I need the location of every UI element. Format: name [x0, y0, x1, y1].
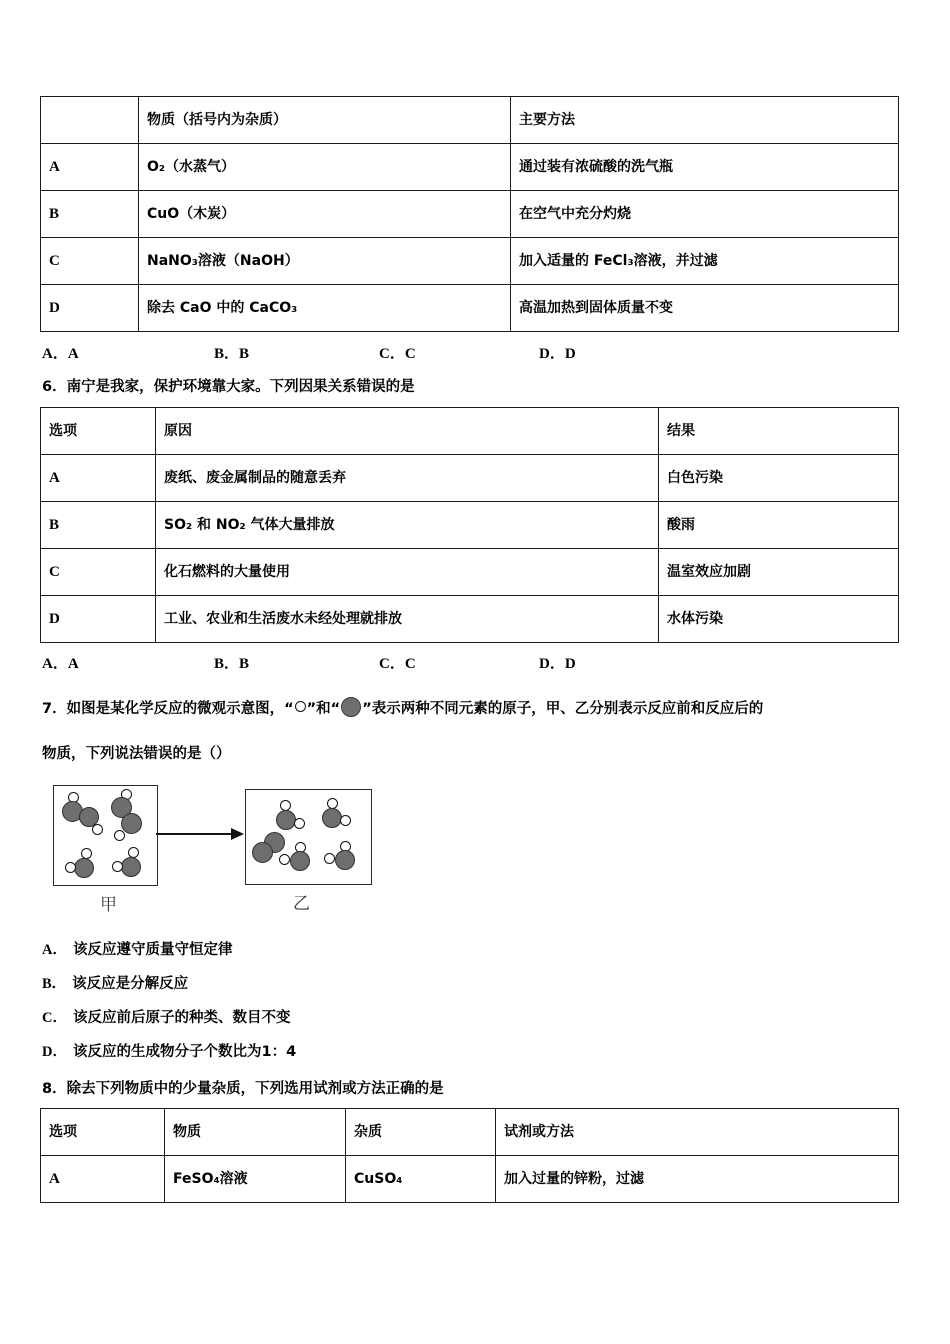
cell-option-header: 选项	[41, 408, 156, 455]
cell-result: 酸雨	[659, 502, 899, 549]
cell-method: 通过装有浓硫酸的洗气瓶	[511, 144, 899, 191]
cell-option: D	[41, 596, 156, 643]
gray-atom	[322, 808, 342, 828]
answer-choice-d[interactable]: D．D	[539, 656, 576, 672]
table-row	[41, 502, 899, 549]
cell-method-header: 主要方法	[511, 97, 899, 144]
cell-impurity: CuSO₄	[346, 1156, 496, 1203]
white-atom	[92, 824, 103, 835]
question-7-option-a[interactable]	[42, 938, 232, 959]
gray-atom	[290, 851, 310, 871]
reactant-box	[53, 785, 158, 886]
gray-atom	[74, 858, 94, 878]
question-7-option-d[interactable]	[42, 1040, 296, 1061]
cell-option: B	[41, 191, 139, 238]
cell-impurity-header: 杂质	[346, 1109, 496, 1156]
gray-atom	[121, 857, 141, 877]
cell-option-header: 选项	[41, 1109, 165, 1156]
question-7-stem-line1	[42, 697, 763, 718]
option-label: C．	[42, 1010, 67, 1026]
cell-substance: CuO（木炭）	[139, 191, 511, 238]
product-box	[245, 789, 372, 885]
table-row	[41, 191, 899, 238]
option-text: 该反应是分解反应	[72, 976, 189, 992]
cell-option: A	[41, 455, 156, 502]
question-7-text-part3: ”表示两种不同元素的原子，甲、乙分别表示反应前和反应后的	[362, 701, 764, 717]
option-label: D．	[42, 1044, 67, 1060]
question-8-stem: 8．除去下列物质中的少量杂质，下列选用试剂或方法正确的是	[42, 1081, 444, 1097]
cell-method: 在空气中充分灼烧	[511, 191, 899, 238]
impurity-removal-table	[40, 96, 899, 332]
table-row	[41, 144, 899, 191]
gray-atom	[276, 810, 296, 830]
reactant-label: 甲	[100, 895, 117, 915]
option-text: 该反应的生成物分子个数比为1：4	[72, 1044, 297, 1060]
cell-substance: O₂（水蒸气）	[139, 144, 511, 191]
cell-substance-header: 物质	[165, 1109, 346, 1156]
cell-cause: SO₂ 和 NO₂ 气体大量排放	[156, 502, 659, 549]
table-row	[41, 549, 899, 596]
gray-atom	[252, 842, 273, 863]
open-circle-atom-icon	[295, 701, 306, 712]
cell-method: 高温加热到固体质量不变	[511, 285, 899, 332]
option-text: 该反应前后原子的种类、数目不变	[72, 1010, 291, 1026]
cell-result: 温室效应加剧	[659, 549, 899, 596]
white-atom	[340, 815, 351, 826]
table-row	[41, 1156, 899, 1203]
cause-effect-table	[40, 407, 899, 643]
question-7-stem-line2: 物质，下列说法错误的是（）	[42, 746, 231, 762]
question-7-text-part1: 7．如图是某化学反应的微观示意图，“	[42, 701, 294, 717]
cell-method: 加入过量的锌粉，过滤	[496, 1156, 899, 1203]
option-text: 该反应遵守质量守恒定律	[72, 942, 233, 958]
cell-result: 白色污染	[659, 455, 899, 502]
table-row	[41, 285, 899, 332]
answer-choice-c[interactable]: C．C	[379, 346, 416, 362]
white-atom	[294, 818, 305, 829]
answer-choice-a[interactable]: A．A	[42, 656, 79, 672]
cell-option: A	[41, 1156, 165, 1203]
table-row	[41, 238, 899, 285]
cell-option: C	[41, 549, 156, 596]
cell-option: A	[41, 144, 139, 191]
question-6-stem: 6．南宁是我家，保护环境靠大家。下列因果关系错误的是	[42, 379, 415, 395]
table-row	[41, 408, 899, 455]
table-row	[41, 455, 899, 502]
white-atom	[324, 853, 335, 864]
product-label: 乙	[293, 894, 310, 914]
cell-cause-header: 原因	[156, 408, 659, 455]
impurity-reagent-table	[40, 1108, 899, 1203]
answer-choice-b[interactable]: B．B	[214, 656, 250, 672]
answer-choice-b[interactable]: B．B	[214, 346, 250, 362]
cell-cause: 废纸、废金属制品的随意丢弃	[156, 455, 659, 502]
question-7-option-b[interactable]	[42, 972, 188, 993]
cell-cause: 工业、农业和生活废水未经处理就排放	[156, 596, 659, 643]
cell-option: B	[41, 502, 156, 549]
reaction-arrow-head	[231, 828, 244, 840]
cell-substance: 除去 CaO 中的 CaCO₃	[139, 285, 511, 332]
answer-choice-a[interactable]: A．A	[42, 346, 79, 362]
cell-method-header: 试剂或方法	[496, 1109, 899, 1156]
white-atom	[114, 830, 125, 841]
cell-option-header	[41, 97, 139, 144]
question-7-option-c[interactable]	[42, 1006, 290, 1027]
cell-result: 水体污染	[659, 596, 899, 643]
reaction-arrow-line	[156, 833, 233, 835]
table-row	[41, 97, 899, 144]
gray-atom	[121, 813, 142, 834]
cell-cause: 化石燃料的大量使用	[156, 549, 659, 596]
table-row	[41, 596, 899, 643]
option-label: A．	[42, 942, 67, 958]
answer-choice-c[interactable]: C．C	[379, 656, 416, 672]
cell-option: D	[41, 285, 139, 332]
white-atom	[279, 854, 290, 865]
cell-substance: FeSO₄溶液	[165, 1156, 346, 1203]
cell-substance: NaNO₃溶液（NaOH）	[139, 238, 511, 285]
cell-option: C	[41, 238, 139, 285]
answer-choice-d[interactable]: D．D	[539, 346, 576, 362]
white-atom	[65, 862, 76, 873]
white-atom	[112, 861, 123, 872]
option-label: B．	[42, 976, 67, 992]
filled-circle-atom-icon	[341, 697, 361, 717]
cell-result-header: 结果	[659, 408, 899, 455]
gray-atom	[335, 850, 355, 870]
table-row	[41, 1109, 899, 1156]
cell-substance-header: 物质（括号内为杂质）	[139, 97, 511, 144]
question-7-text-part2: ”和“	[306, 701, 341, 717]
cell-method: 加入适量的 FeCl₃溶液，并过滤	[511, 238, 899, 285]
